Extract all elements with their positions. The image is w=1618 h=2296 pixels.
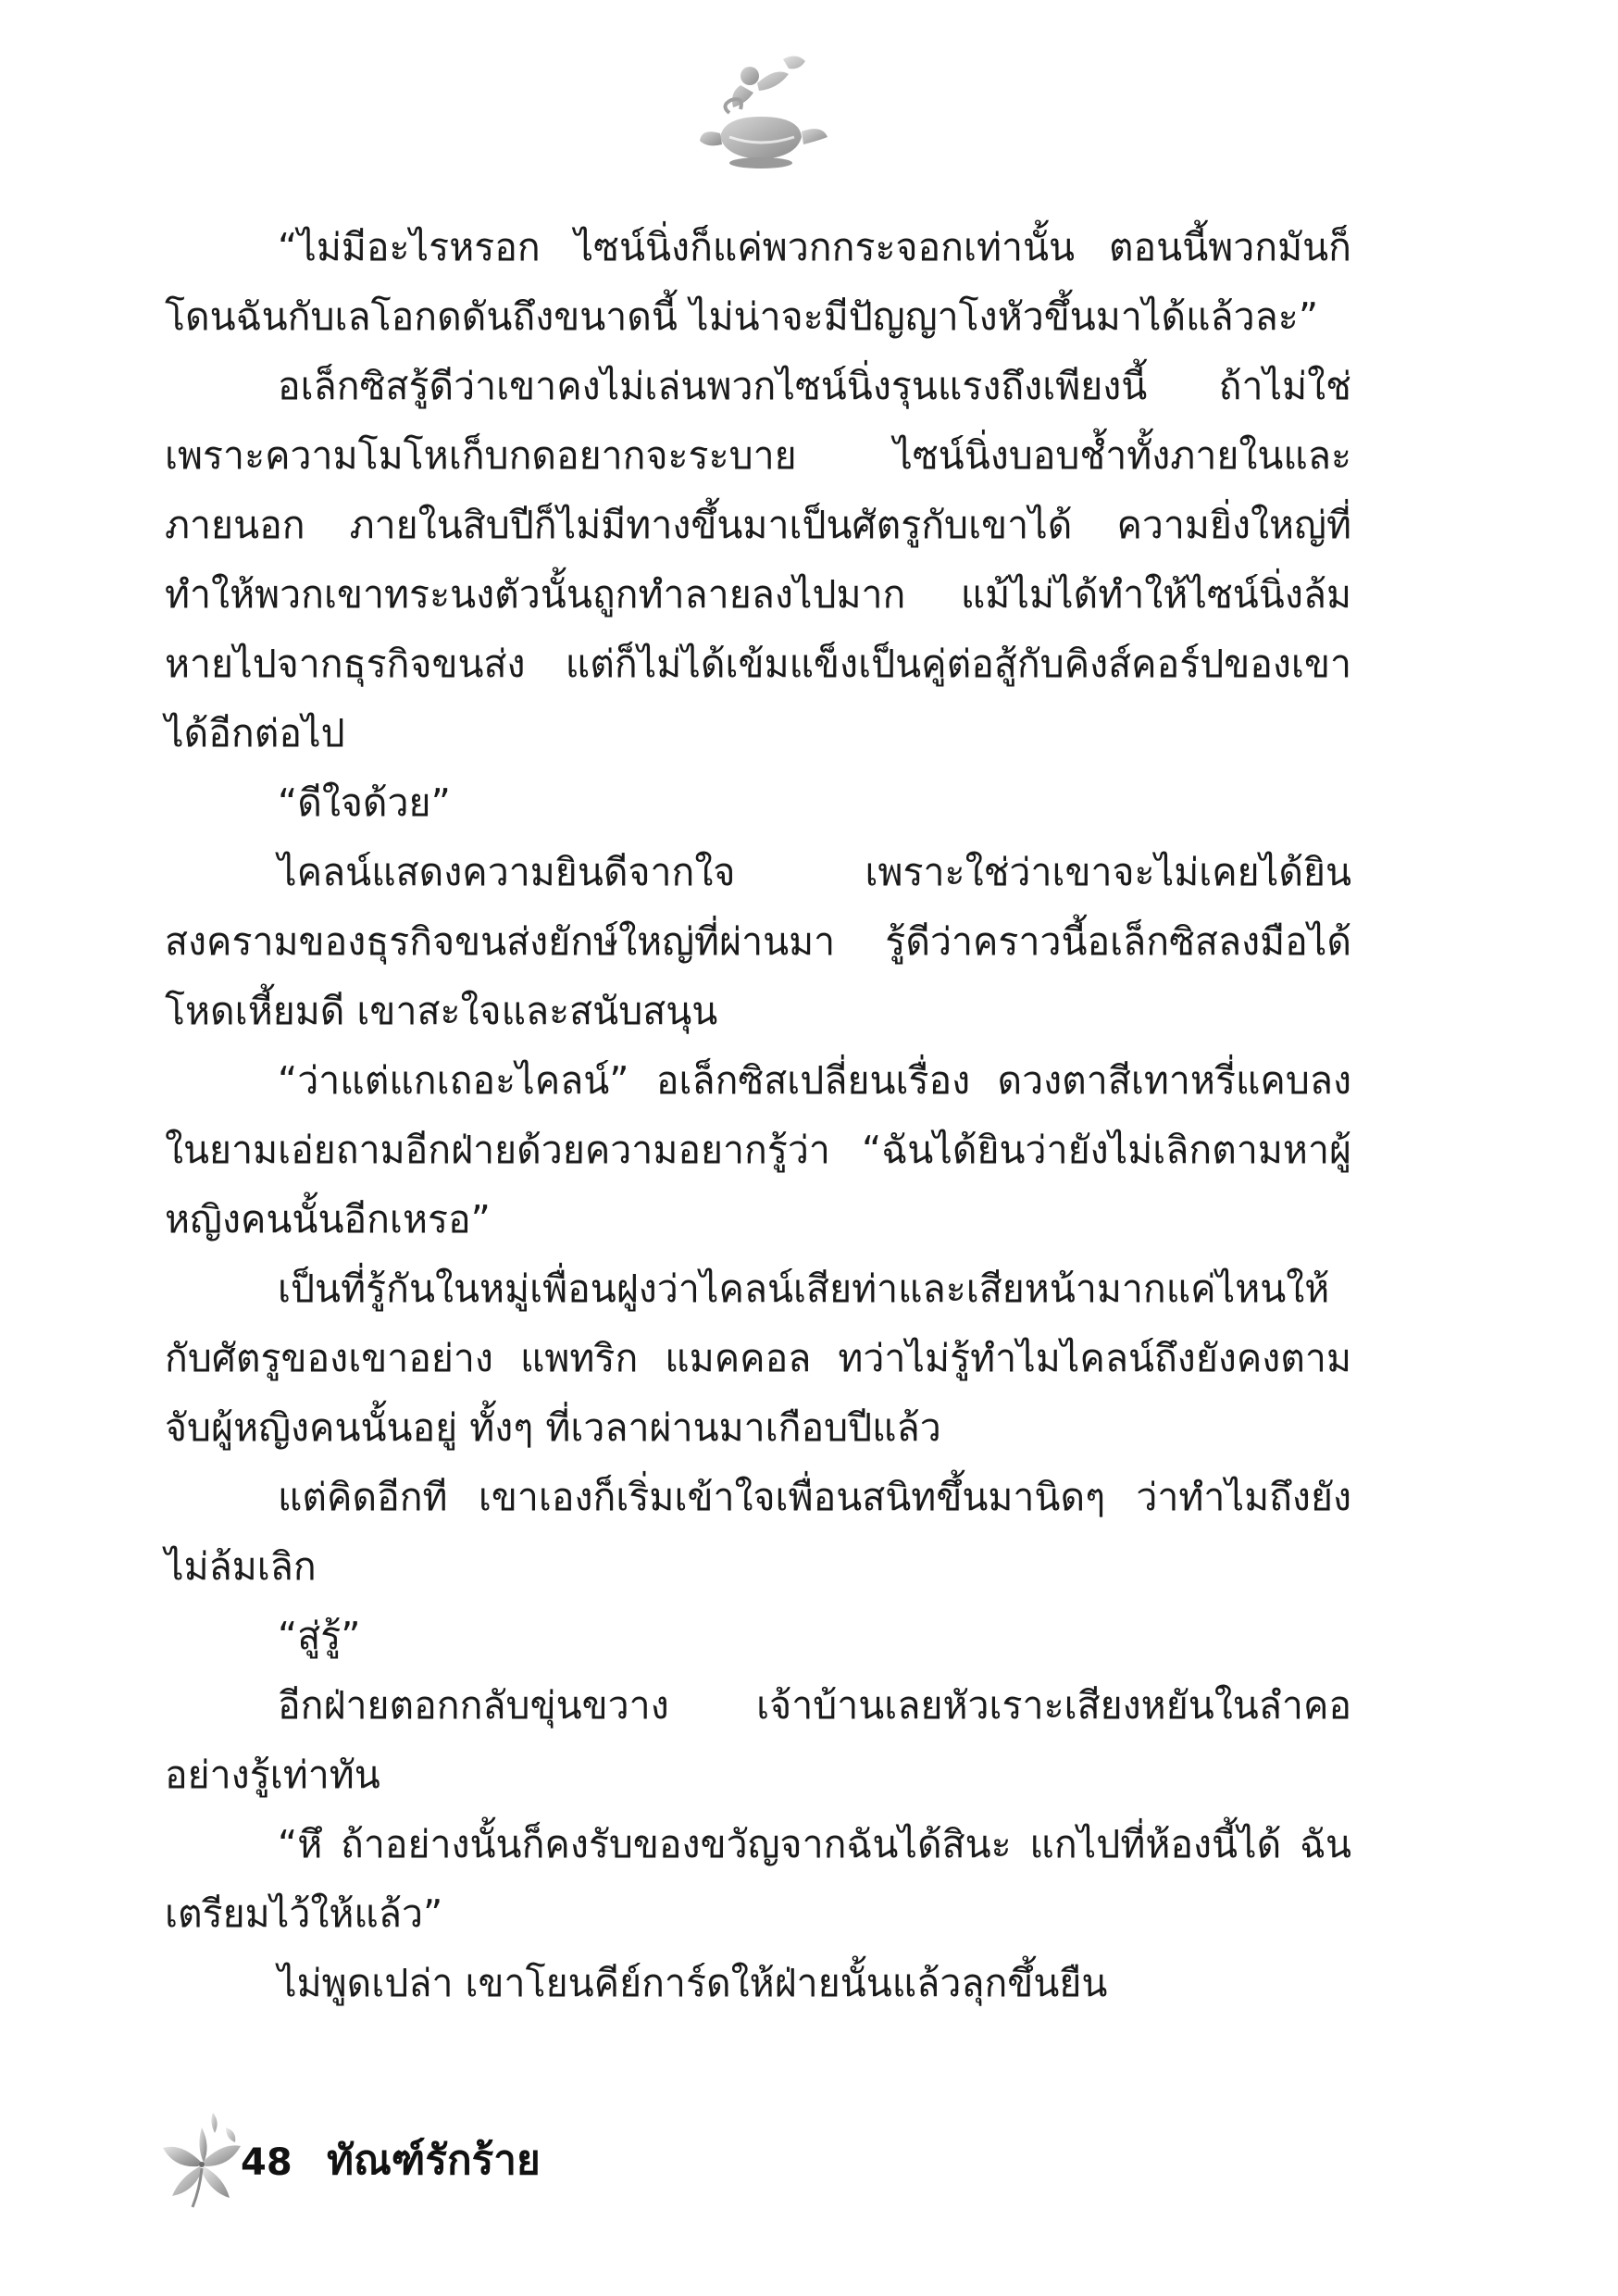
chapter-body <box>165 213 1351 2018</box>
page-number: 48 <box>241 2141 292 2184</box>
paragraph: อเล็กซิสรู้ดีว่าเขาคงไม่เล่นพวกไซน์นิ่งรุนแรงถึงเพียงนี้ ถ้าไม่ใช่เพราะความโมโหเก็บกดอยากจะระบาย ไซน์นิ่งบอบช้ำทั้งภายในและภายนอก ภายในสิบปีก็ไม่มีทางขึ้นมาเป็นศัตรูกับเขาได้ ความยิ่งใหญ่ที่ทำให้พวกเขาทระนงตัวนั้นถูกทำลายลงไปมาก แม้ไม่ได้ทำให้ไซน์นิ่งล้มหายไปจากธุรกิจขนส่ง แต่ก็ไม่ได้เข้มแข็งเป็นคู่ต่อสู้กับคิงส์คอร์ปของเขาได้อีกต่อไป <box>165 364 1351 755</box>
book-title: ทัณฑ์รักร้าย <box>327 2137 541 2184</box>
lily-flower-ornament-icon <box>156 2109 248 2211</box>
paragraph: ไม่พูดเปล่า เขาโยนคีย์การ์ดให้ฝ่ายนั้นแล้วลุกขึ้นยืน <box>278 1961 1108 2005</box>
teapot-cupid-ornament-icon <box>692 48 831 178</box>
paragraph: ไคลน์แสดงความยินดีจากใจ เพราะใช่ว่าเขาจะไม่เคยได้ยินสงครามของธุรกิจขนส่งยักษ์ใหญ่ที่ผ่านมา รู้ดีว่าคราวนี้อเล็กซิสลงมือได้โหดเหี้ยมดี เขาสะใจและสนับสนุน <box>165 850 1351 1033</box>
paragraph: เป็นที่รู้กันในหมู่เพื่อนฝูงว่าไคลน์เสียท่าและเสียหน้ามากแค่ไหนให้กับศัตรูของเขาอย่าง แพทริก แมคคอล ทว่าไม่รู้ทำไมไคลน์ถึงยังคงตามจับผู้หญิงคนนั้นอยู่ ทั้งๆ ที่เวลาผ่านมาเกือบปีแล้ว <box>165 1267 1351 1450</box>
paragraph: อีกฝ่ายตอกกลับขุ่นขวาง เจ้าบ้านเลยหัวเราะเสียงหยันในลำคออย่างรู้เท่าทัน <box>165 1683 1351 1797</box>
paragraph: “ดีใจด้วย” <box>278 780 451 825</box>
paragraph: “ไม่มีอะไรหรอก ไซน์นิ่งก็แค่พวกกระจอกเท่านั้น ตอนนี้พวกมันก็โดนฉันกับเลโอกดดันถึงขนาดนี้ ไม่น่าจะมีปัญญาโงหัวขึ้นมาได้แล้วละ” <box>165 225 1351 339</box>
paragraph: “หึ ถ้าอย่างนั้นก็คงรับของขวัญจากฉันได้สินะ แกไปที่ห้องนี้ได้ ฉันเตรียมไว้ให้แล้ว” <box>165 1822 1351 1936</box>
paragraph: แต่คิดอีกที เขาเองก็เริ่มเข้าใจเพื่อนสนิทขึ้นมานิดๆ ว่าทำไมถึงยังไม่ล้มเลิก <box>165 1475 1351 1589</box>
page-footer <box>156 2109 803 2220</box>
paragraph: “สู่รู้” <box>278 1614 361 1658</box>
paragraph: “ว่าแต่แกเถอะไคลน์” อเล็กซิสเปลี่ยนเรื่อง ดวงตาสีเทาหรี่แคบลงในยามเอ่ยถามอีกฝ่ายด้วยความอยากรู้ว่า “ฉันได้ยินว่ายังไม่เลิกตามหาผู้หญิงคนนั้นอีกเหรอ” <box>165 1058 1351 1242</box>
